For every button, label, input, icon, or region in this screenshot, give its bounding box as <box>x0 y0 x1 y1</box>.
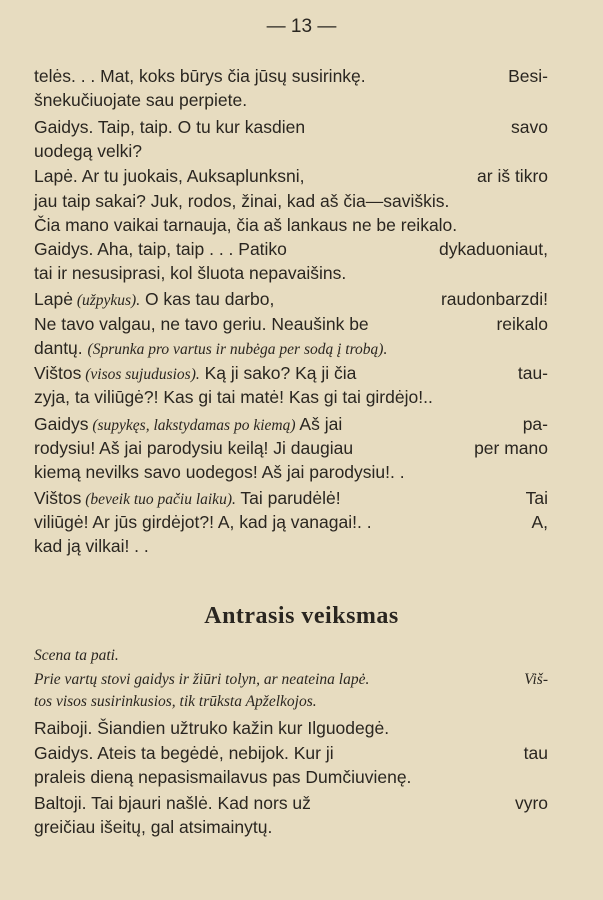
line-end: dykaduoniaut, <box>439 239 548 259</box>
text-line <box>0 115 603 139</box>
line-end: ar iš tikro <box>477 166 548 186</box>
line-end: raudonbarzdi! <box>440 289 548 309</box>
text-line <box>0 88 603 112</box>
line-text: Raiboji. Šiandien užtruko kažin kur Ilguodegė. <box>34 718 390 738</box>
line-text: Čia mano vaikai tarnauja, čia aš lankaus ne be reikalo. <box>34 215 458 235</box>
line-text: Lapė. Ar tu juokais, Auksaplunksni, <box>34 166 305 186</box>
text-line <box>0 385 603 409</box>
line-text: Gaidys. Taip, taip. O tu kur kasdien <box>34 117 306 137</box>
line-end: savo <box>511 117 548 137</box>
text-line <box>0 460 603 484</box>
text-line <box>0 189 603 213</box>
stage-direction: Scena ta pati. <box>34 647 119 664</box>
stage-direction: tos visos susirinkusios, tik trūksta Apželkojos. <box>34 693 317 710</box>
text-line <box>0 534 603 558</box>
line-text: telės. . . Mat, koks būrys čia jūsų susirinkę. <box>34 66 366 86</box>
line-text: šnekučiuojate sau perpiete. <box>34 90 248 110</box>
stage-direction: (supykęs, lakstydamas po kiemą) <box>88 417 296 434</box>
line-text: kad ją vilkai! . . <box>34 536 149 556</box>
stage-line <box>0 668 603 692</box>
line-end: tau <box>523 743 548 763</box>
text-line <box>0 213 603 237</box>
text-line <box>0 791 603 815</box>
text-line <box>0 716 603 740</box>
stage-direction: (visos sujudusios). <box>81 366 200 383</box>
line-text: Ką ji sako? Ką ji čia <box>199 363 357 383</box>
text-line <box>0 287 603 311</box>
line-text: praleis dieną nepasismailavus pas Dumčiuvienę. <box>34 767 412 787</box>
line-text: kiemą nevilks savo uodegos! Aš jai parodysiu!. . <box>34 462 405 482</box>
text-line <box>0 815 603 839</box>
line-text: uodegą velki? <box>34 141 142 161</box>
speaker-name: Gaidys <box>34 414 89 434</box>
text-line <box>0 237 603 261</box>
line-text: Gaidys. Ateis ta begėdė, nebijok. Kur ji <box>34 743 334 763</box>
line-text: O kas tau darbo, <box>140 289 275 309</box>
speaker-name: Lapė <box>34 289 73 309</box>
text-line <box>0 412 603 436</box>
line-text: tai ir nesusiprasi, kol šluota nepavaišins. <box>34 263 347 283</box>
text-line <box>0 64 603 88</box>
line-end: Tai <box>525 488 548 508</box>
text-line <box>0 336 603 360</box>
line-text: rodysiu! Aš jai parodysiu keilą! Ji daugiau <box>34 438 354 458</box>
line-text: Aš jai <box>295 414 343 434</box>
act-heading: Antrasis veiksmas <box>204 603 399 629</box>
speaker-name: Vištos <box>34 488 82 508</box>
stage-direction: Prie vartų stovi gaidys ir žiūri tolyn, ar neateina lapė. <box>34 671 370 688</box>
line-end: pa- <box>522 414 548 434</box>
line-text: Tai parudėlė! <box>235 488 341 508</box>
line-end: reikalo <box>496 314 548 334</box>
line-end: Besi- <box>508 66 548 86</box>
line-text: Gaidys. Aha, taip, taip . . . Patiko <box>34 239 287 259</box>
line-end: per mano <box>474 438 548 458</box>
line-end: A, <box>531 512 548 532</box>
line-text: jau taip sakai? Juk, rodos, žinai, kad aš čia—saviškis. <box>34 191 450 211</box>
stage-line <box>0 690 603 714</box>
text-line <box>0 261 603 285</box>
text-line <box>0 139 603 163</box>
line-end: Viš- <box>524 671 548 688</box>
line-text: zyja, ta viliūgė?! Kas gi tai matė! Kas gi tai girdėjo!.. <box>34 387 433 407</box>
stage-direction: (Sprunka pro vartus ir nubėga per sodą į trobą). <box>87 341 388 358</box>
speaker-name: Vištos <box>34 363 82 383</box>
text-line <box>0 312 603 336</box>
line-text: greičiau išeitų, gal atsimainytų. <box>34 817 273 837</box>
line-end: tau- <box>517 363 548 383</box>
text-line <box>0 486 603 510</box>
text-line <box>0 741 603 765</box>
page-number: — 13 — <box>266 16 337 37</box>
line-text: Baltoji. Tai bjauri našlė. Kad nors už <box>34 793 311 813</box>
line-end: vyro <box>514 793 548 813</box>
text-line <box>0 510 603 534</box>
text-line <box>0 164 603 188</box>
text-line <box>0 361 603 385</box>
stage-direction: (beveik tuo pačiu laiku). <box>81 491 236 508</box>
text-line <box>0 436 603 460</box>
text-line <box>0 765 603 789</box>
line-text: Ne tavo valgau, ne tavo geriu. Neaušink be <box>34 314 369 334</box>
line-text: viliūgė! Ar jūs girdėjot?! A, kad ją vanagai!. . <box>34 512 372 532</box>
stage-line <box>0 644 603 668</box>
line-text: dantų. <box>34 338 88 358</box>
stage-direction: (užpykus). <box>72 292 141 309</box>
